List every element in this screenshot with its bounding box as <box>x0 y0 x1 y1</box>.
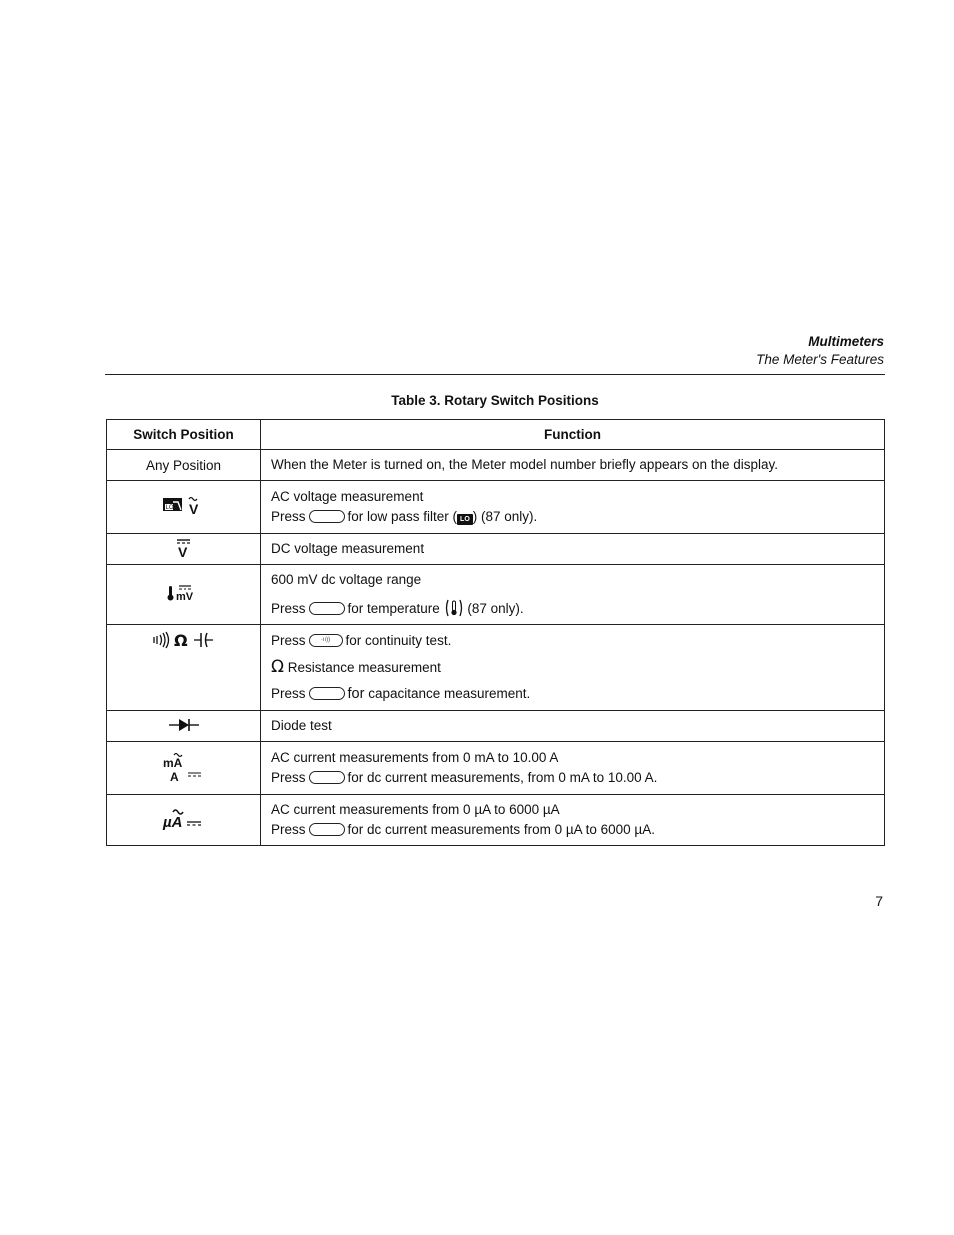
blank-button-icon <box>309 771 345 784</box>
function-cell <box>261 711 885 742</box>
function-text: Press for low pass filter ( LO ) (87 only). <box>271 509 538 524</box>
diode-icon <box>167 721 201 736</box>
svg-text:V: V <box>177 543 187 559</box>
running-header <box>756 333 884 369</box>
header-rule <box>105 374 885 375</box>
function-text: When the Meter is turned on, the Meter model number briefly appears on the display. <box>271 457 779 472</box>
function-text: AC current measurements from 0 mA to 10.00 A <box>271 750 559 765</box>
table-caption: Table 3. Rotary Switch Positions <box>391 393 599 408</box>
lo-pass-ac-volts-icon <box>162 500 206 520</box>
function-text: AC voltage measurement <box>271 489 424 504</box>
table-row <box>107 565 885 625</box>
function-text: 600 mV dc voltage range <box>271 572 422 587</box>
function-text: Press for temperature (87 only). <box>271 601 524 616</box>
header-subtitle: The Meter's Features <box>756 352 884 367</box>
function-cell <box>261 565 885 625</box>
function-cell <box>261 795 885 846</box>
svg-text:mA: mA <box>162 755 182 770</box>
column-header-function: Function <box>261 420 885 450</box>
blank-button-icon <box>309 510 345 523</box>
position-cell <box>107 711 261 742</box>
ohm-icon: Ω <box>271 657 284 677</box>
svg-text:mV: mV <box>175 591 193 603</box>
dc-volts-icon <box>174 543 194 562</box>
thermometer-mv-icon <box>167 591 201 606</box>
table-row <box>107 481 885 534</box>
function-cell <box>261 481 885 534</box>
table-row <box>107 742 885 795</box>
blank-button-icon <box>309 823 345 836</box>
function-cell <box>261 534 885 565</box>
table-header-row <box>107 420 885 450</box>
function-text: Diode test <box>271 718 332 733</box>
continuity-button-icon: ·ıı)) <box>309 634 343 647</box>
table-row <box>107 450 885 481</box>
function-text: DC voltage measurement <box>271 541 425 556</box>
position-cell <box>107 625 261 711</box>
table-row <box>107 534 885 565</box>
svg-text:Ω: Ω <box>173 631 188 649</box>
page-number: 7 <box>875 893 883 909</box>
svg-text:V: V <box>188 500 198 517</box>
function-text: Press for capacitance measurement. <box>271 686 531 702</box>
svg-text:µA: µA <box>162 813 182 831</box>
function-text: AC current measurements from 0 µA to 6000 µA <box>271 802 560 817</box>
column-header-switch-position: Switch Position <box>107 420 261 450</box>
function-text: Press for dc current measurements from 0 µA to 6000 µA. <box>271 822 655 837</box>
thermometer-icon <box>444 601 468 616</box>
svg-text:LO: LO <box>165 504 174 511</box>
table-row <box>107 711 885 742</box>
position-cell <box>107 481 261 534</box>
function-cell <box>261 625 885 711</box>
position-cell <box>107 742 261 795</box>
lo-pass-filter-icon: LO <box>457 514 473 525</box>
svg-text:A: A <box>169 769 179 783</box>
position-cell <box>107 795 261 846</box>
blank-button-icon <box>309 602 345 615</box>
function-text: Press ·ıı)) for continuity test. <box>271 633 452 648</box>
function-text: Ω Resistance measurement <box>271 657 441 677</box>
position-cell: Any Position <box>107 450 261 481</box>
position-cell <box>107 565 261 625</box>
ua-ac-dc-icon <box>162 813 206 835</box>
table-row <box>107 625 885 711</box>
function-cell <box>261 742 885 795</box>
header-title: Multimeters <box>808 334 884 349</box>
position-cell <box>107 534 261 565</box>
function-cell <box>261 450 885 481</box>
function-text: Press for dc current measurements, from 0 mA to 10.00 A. <box>271 770 658 785</box>
rotary-switch-table <box>106 419 885 846</box>
blank-button-icon <box>309 687 345 700</box>
continuity-ohm-capacitance-icon <box>152 631 216 652</box>
table-row <box>107 795 885 846</box>
ma-a-ac-dc-icon <box>162 755 206 786</box>
